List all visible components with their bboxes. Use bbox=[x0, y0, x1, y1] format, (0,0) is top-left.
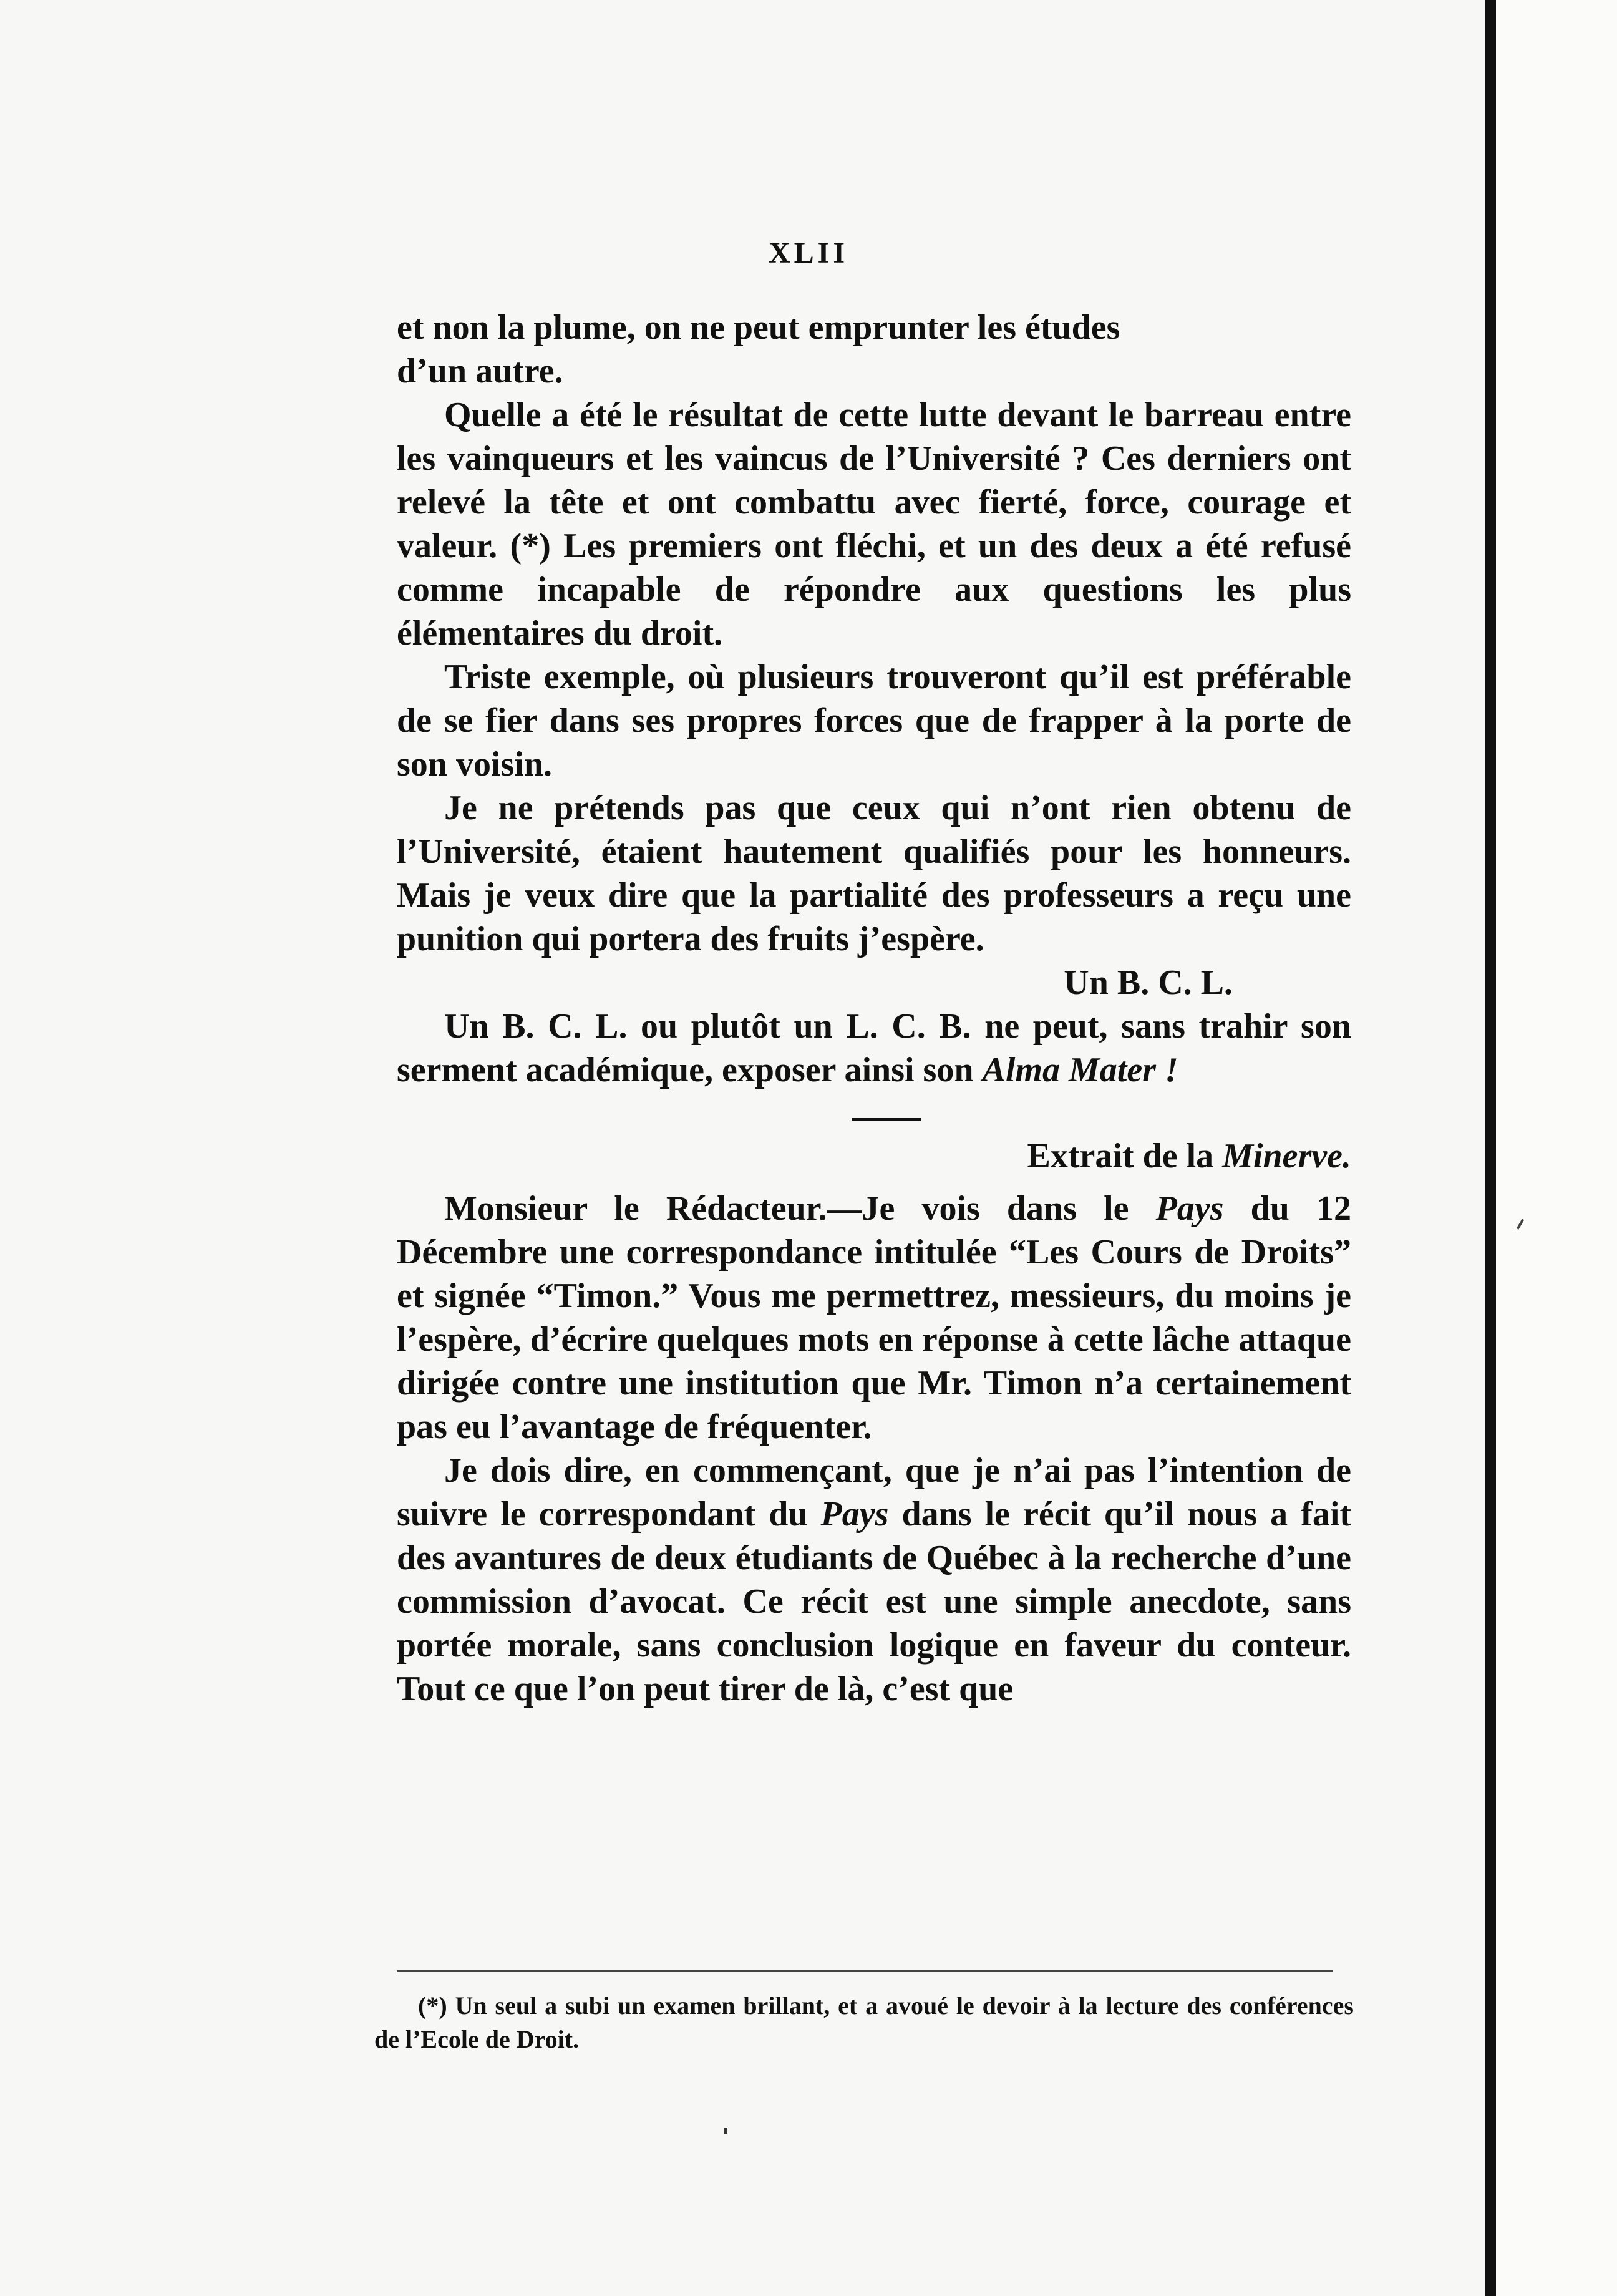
paragraph bbox=[397, 1187, 1351, 1449]
paragraph: Triste exemple, où plusieurs trouveront qu’il est préférable de se fier dans ses propres forces que de frapper à la porte de son voisin. bbox=[397, 658, 1351, 784]
paragraph bbox=[397, 1004, 1351, 1092]
italic-text: Pays bbox=[1155, 1189, 1224, 1228]
footnote-divider bbox=[397, 1970, 1333, 1972]
footnote bbox=[374, 1989, 1354, 2056]
signature: Un B. C. L. bbox=[1064, 963, 1233, 1002]
ink-speck bbox=[724, 2128, 727, 2134]
text-span: Monsieur le Rédacteur.—Je vois dans le bbox=[444, 1189, 1129, 1228]
facing-page-edge bbox=[1485, 0, 1617, 2296]
text-span: Je dois dire, en commençant, que je n’ai pas l’intention de suivre le correspondant du bbox=[397, 1451, 1351, 1534]
edge-mark bbox=[1517, 1219, 1524, 1230]
page-number: XLII bbox=[768, 236, 849, 270]
section-title-text: Extrait de la bbox=[1027, 1137, 1214, 1175]
paragraph: Je ne prétends pas que ceux qui n’ont rien obtenu de l’Université, étaient hautement qualifiés pour les honneurs. Mais je veux dire que la partialité des professeurs a reçu une punition qui portera des fruits j’espère. bbox=[397, 789, 1351, 958]
paragraph bbox=[397, 1449, 1351, 1711]
paragraph: Quelle a été le résultat de cette lutte devant le barreau entre les vainqueurs et les vaincus de l’Université ? Ces derniers ont relevé la tête et ont combattu avec fierté, force, courage et valeur. (*) Les premiers ont fléchi, et un des deux a été refusé comme incapable de répondre aux questions les plus élémentaires du droit. bbox=[397, 396, 1351, 653]
main-text bbox=[397, 306, 1351, 1711]
italic-text: Pays bbox=[820, 1495, 889, 1534]
text-span: Un B. C. L. ou plutôt un L. C. B. ne peut, sans trahir son serment académique, exposer ainsi son bbox=[397, 1007, 1351, 1089]
footnote-text: (*) Un seul a subi un examen brillant, et a avoué le devoir à la lecture des conférences de l’Ecole de Droit. bbox=[374, 1992, 1354, 2053]
section-title bbox=[397, 1134, 1351, 1178]
section-divider bbox=[852, 1118, 921, 1121]
text-span: dans le récit qu’il nous a fait des avantures de deux étudiants de Québec à la recherche d’une commission d’avocat. Ce récit est une simple anecdote, sans portée morale, sans conclusion logique en faveur du conteur. Tout ce que l’on peut tirer de là, c’est que bbox=[397, 1495, 1352, 1708]
section-title-italic: Minerve. bbox=[1222, 1137, 1351, 1175]
paragraph-continuation bbox=[397, 306, 1351, 393]
text-line: et non la plume, on ne peut emprunter les études bbox=[397, 308, 1120, 347]
text-line: d’un autre. bbox=[397, 352, 563, 391]
italic-text: Alma Mater ! bbox=[982, 1051, 1178, 1089]
text-span: du 12 Décembre une correspondance intitulée “Les Cours de Droits” et signée “Timon.” Vous me permettrez, messieurs, du moins je l’espère, d’écrire quelques mots en réponse à cette lâche attaque dirigée contre une institution que Mr. Timon n’a certainement pas eu l’avantage de fréquenter. bbox=[397, 1189, 1351, 1446]
